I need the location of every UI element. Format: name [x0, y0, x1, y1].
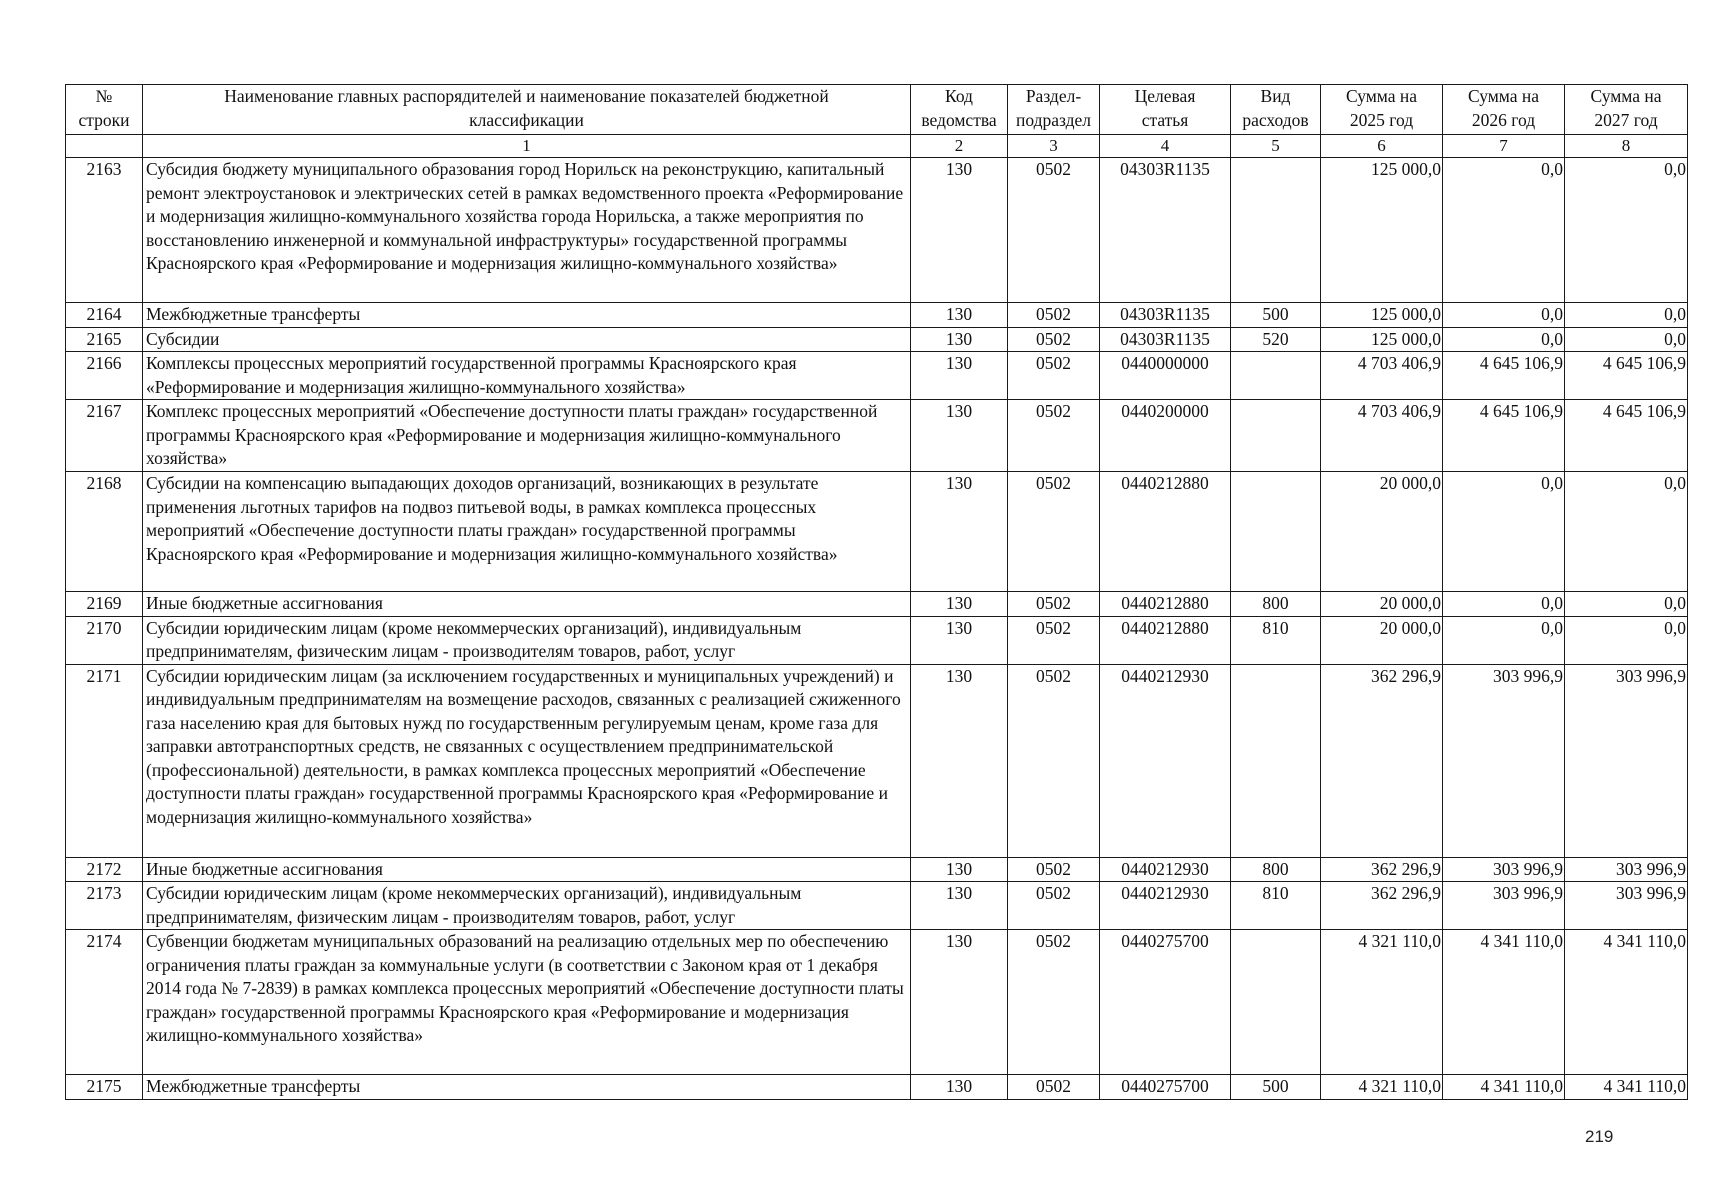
- column-number: 3: [1008, 135, 1100, 158]
- section-code: 0502: [1008, 352, 1100, 400]
- sum-2027: 303 996,9: [1565, 882, 1688, 930]
- expense-kind: [1231, 352, 1321, 400]
- budget-table: [65, 84, 1688, 1100]
- row-name: Субсидии юридическим лицам (кроме некоммерческих организаций), индивидуальным предпринимателям, физическим лицам - производителям товаров, работ, услуг: [143, 882, 911, 930]
- row-number: 2164: [66, 303, 143, 328]
- sum-2026: 0,0: [1443, 327, 1565, 352]
- sum-2026: 0,0: [1443, 592, 1565, 617]
- sum-2025: 4 703 406,9: [1321, 400, 1443, 472]
- target-article: 0440212930: [1100, 857, 1231, 882]
- target-article: 0440275700: [1100, 1075, 1231, 1100]
- expense-kind: 500: [1231, 1075, 1321, 1100]
- section-code: 0502: [1008, 472, 1100, 592]
- row-number: 2165: [66, 327, 143, 352]
- row-number: 2167: [66, 400, 143, 472]
- target-article: 0440000000: [1100, 352, 1231, 400]
- row-number: 2169: [66, 592, 143, 617]
- target-article: 0440200000: [1100, 400, 1231, 472]
- target-article: 0440212930: [1100, 664, 1231, 857]
- row-number: 2166: [66, 352, 143, 400]
- sum-2026: 303 996,9: [1443, 882, 1565, 930]
- row-name: Субсидии юридическим лицам (за исключением государственных и муниципальных учреждений) и индивидуальным предпринимателям на возмещение расходов, связанных с реализацией сжиженного газа населению края для бытовых нужд по государственным регулируемым ценам, кроме газа для заправки автотранспортных средств, не связанных с осуществлением предпринимательской (профессиональной) деятельности, в рамках комплекса процессных мероприятий «Обеспечение доступности платы граждан» государственной программы Красноярского края «Реформирование и модернизация жилищно-коммунального хозяйства»: [143, 664, 911, 857]
- sum-2025: 125 000,0: [1321, 327, 1443, 352]
- department-code: 130: [911, 303, 1008, 328]
- sum-2027: 303 996,9: [1565, 857, 1688, 882]
- sum-2026: 0,0: [1443, 616, 1565, 664]
- sum-2025: 362 296,9: [1321, 664, 1443, 857]
- row-name: Иные бюджетные ассигнования: [143, 592, 911, 617]
- row-number: 2175: [66, 1075, 143, 1100]
- row-name: Субсидия бюджету муниципального образования город Норильск на реконструкцию, капитальный ремонт электроустановок и электрических сетей в рамках ведомственного проекта «Реформирование и модернизация жилищно-коммунального хозяйства города Норильска, а также мероприятия по восстановлению инженерной и коммунальной инфраструктуры» государственной программы Красноярского края «Реформирование и модернизация жилищно-коммунального хозяйства»: [143, 158, 911, 303]
- department-code: 130: [911, 400, 1008, 472]
- row-name: Иные бюджетные ассигнования: [143, 857, 911, 882]
- table-row: [66, 592, 1688, 617]
- row-number: 2172: [66, 857, 143, 882]
- row-number: 2163: [66, 158, 143, 303]
- sum-2027: 0,0: [1565, 303, 1688, 328]
- column-number: 1: [143, 135, 911, 158]
- section-code: 0502: [1008, 327, 1100, 352]
- expense-kind: 800: [1231, 857, 1321, 882]
- sum-2026: 4 645 106,9: [1443, 352, 1565, 400]
- column-number: 7: [1443, 135, 1565, 158]
- table-row: [66, 352, 1688, 400]
- target-article: 0440212880: [1100, 592, 1231, 617]
- column-number: 2: [911, 135, 1008, 158]
- page-number: 219: [1585, 1127, 1614, 1146]
- expense-kind: 500: [1231, 303, 1321, 328]
- section-code: 0502: [1008, 930, 1100, 1075]
- table-row: [66, 400, 1688, 472]
- sum-2025: 125 000,0: [1321, 303, 1443, 328]
- target-article: 0440212880: [1100, 616, 1231, 664]
- target-article: 0440275700: [1100, 930, 1231, 1075]
- expense-kind: [1231, 400, 1321, 472]
- row-name: Комплексы процессных мероприятий государственной программы Красноярского края «Реформирование и модернизация жилищно-коммунального хозяйства»: [143, 352, 911, 400]
- section-code: 0502: [1008, 400, 1100, 472]
- expense-kind: [1231, 158, 1321, 303]
- target-article: 0440212930: [1100, 882, 1231, 930]
- section-code: 0502: [1008, 857, 1100, 882]
- table-row: [66, 472, 1688, 592]
- sum-2026: 0,0: [1443, 303, 1565, 328]
- department-code: 130: [911, 616, 1008, 664]
- sum-2025: 20 000,0: [1321, 472, 1443, 592]
- row-number: 2171: [66, 664, 143, 857]
- sum-2027: 0,0: [1565, 158, 1688, 303]
- column-number: 6: [1321, 135, 1443, 158]
- sum-2027: 0,0: [1565, 592, 1688, 617]
- sum-2027: 0,0: [1565, 327, 1688, 352]
- row-number: 2168: [66, 472, 143, 592]
- sum-2025: 4 321 110,0: [1321, 1075, 1443, 1100]
- sum-2026: 4 341 110,0: [1443, 930, 1565, 1075]
- sum-2025: 20 000,0: [1321, 592, 1443, 617]
- department-code: 130: [911, 327, 1008, 352]
- department-code: 130: [911, 158, 1008, 303]
- sum-2027: 4 645 106,9: [1565, 352, 1688, 400]
- header-section: Раздел- подраздел: [1008, 85, 1100, 135]
- sum-2025: 20 000,0: [1321, 616, 1443, 664]
- table-row: [66, 616, 1688, 664]
- department-code: 130: [911, 930, 1008, 1075]
- sum-2026: 4 341 110,0: [1443, 1075, 1565, 1100]
- row-number: 2174: [66, 930, 143, 1075]
- sum-2027: 4 645 106,9: [1565, 400, 1688, 472]
- header-name: Наименование главных распорядителей и наименование показателей бюджетной классификации: [143, 85, 911, 135]
- department-code: 130: [911, 352, 1008, 400]
- column-number: [66, 135, 143, 158]
- sum-2026: 303 996,9: [1443, 664, 1565, 857]
- row-name: Субсидии: [143, 327, 911, 352]
- sum-2027: 0,0: [1565, 472, 1688, 592]
- sum-2026: 4 645 106,9: [1443, 400, 1565, 472]
- row-name: Субсидии юридическим лицам (кроме некоммерческих организаций), индивидуальным предпринимателям, физическим лицам - производителям товаров, работ, услуг: [143, 616, 911, 664]
- column-number: 4: [1100, 135, 1231, 158]
- target-article: 04303R1135: [1100, 158, 1231, 303]
- table-row: [66, 882, 1688, 930]
- section-code: 0502: [1008, 1075, 1100, 1100]
- expense-kind: 810: [1231, 882, 1321, 930]
- sum-2026: 0,0: [1443, 472, 1565, 592]
- sum-2025: 362 296,9: [1321, 882, 1443, 930]
- sum-2025: 4 703 406,9: [1321, 352, 1443, 400]
- sum-2027: 0,0: [1565, 616, 1688, 664]
- row-name: Субвенции бюджетам муниципальных образований на реализацию отдельных мер по обеспечению ограничения платы граждан за коммунальные услуги (в соответствии с Законом края от 1 декабря 2014 года № 7-2839) в рамках комплекса процессных мероприятий «Обеспечение доступности платы граждан» государственной программы Красноярского края «Реформирование и модернизация жилищно-коммунального хозяйства»: [143, 930, 911, 1075]
- sum-2027: 4 341 110,0: [1565, 1075, 1688, 1100]
- expense-kind: [1231, 472, 1321, 592]
- header-sum-2026: Сумма на 2026 год: [1443, 85, 1565, 135]
- table-row: [66, 1075, 1688, 1100]
- sum-2026: 0,0: [1443, 158, 1565, 303]
- row-name: Субсидии на компенсацию выпадающих доходов организаций, возникающих в результате применения льготных тарифов на подвоз питьевой воды, в рамках комплекса процессных мероприятий «Обеспечение доступности платы граждан» государственной программы Красноярского края «Реформирование и модернизация жилищно-коммунального хозяйства»: [143, 472, 911, 592]
- expense-kind: 800: [1231, 592, 1321, 617]
- target-article: 04303R1135: [1100, 303, 1231, 328]
- table-row: [66, 664, 1688, 857]
- sum-2027: 4 341 110,0: [1565, 930, 1688, 1075]
- row-name: Комплекс процессных мероприятий «Обеспечение доступности платы граждан» государственной программы Красноярского края «Реформирование и модернизация жилищно-коммунального хозяйства»: [143, 400, 911, 472]
- target-article: 04303R1135: [1100, 327, 1231, 352]
- table-row: [66, 303, 1688, 328]
- header-target-article: Целевая статья: [1100, 85, 1231, 135]
- department-code: 130: [911, 857, 1008, 882]
- expense-kind: [1231, 930, 1321, 1075]
- sum-2025: 125 000,0: [1321, 158, 1443, 303]
- sum-2027: 303 996,9: [1565, 664, 1688, 857]
- department-code: 130: [911, 664, 1008, 857]
- column-number: 8: [1565, 135, 1688, 158]
- section-code: 0502: [1008, 158, 1100, 303]
- expense-kind: 810: [1231, 616, 1321, 664]
- header-expense-kind: Вид расходов: [1231, 85, 1321, 135]
- section-code: 0502: [1008, 882, 1100, 930]
- sum-2025: 362 296,9: [1321, 857, 1443, 882]
- section-code: 0502: [1008, 664, 1100, 857]
- row-name: Межбюджетные трансферты: [143, 303, 911, 328]
- header-row: [66, 85, 1688, 135]
- expense-kind: 520: [1231, 327, 1321, 352]
- column-number: 5: [1231, 135, 1321, 158]
- section-code: 0502: [1008, 616, 1100, 664]
- department-code: 130: [911, 472, 1008, 592]
- target-article: 0440212880: [1100, 472, 1231, 592]
- section-code: 0502: [1008, 592, 1100, 617]
- header-sum-2025: Сумма на 2025 год: [1321, 85, 1443, 135]
- expense-kind: [1231, 664, 1321, 857]
- department-code: 130: [911, 882, 1008, 930]
- department-code: 130: [911, 1075, 1008, 1100]
- section-code: 0502: [1008, 303, 1100, 328]
- table-row: [66, 327, 1688, 352]
- table-row: [66, 857, 1688, 882]
- column-number-row: [66, 135, 1688, 158]
- table-row: [66, 158, 1688, 303]
- header-department-code: Код ведомства: [911, 85, 1008, 135]
- header-row-number: № строки: [66, 85, 143, 135]
- row-number: 2173: [66, 882, 143, 930]
- row-name: Межбюджетные трансферты: [143, 1075, 911, 1100]
- department-code: 130: [911, 592, 1008, 617]
- table-row: [66, 930, 1688, 1075]
- sum-2026: 303 996,9: [1443, 857, 1565, 882]
- row-number: 2170: [66, 616, 143, 664]
- header-sum-2027: Сумма на 2027 год: [1565, 85, 1688, 135]
- sum-2025: 4 321 110,0: [1321, 930, 1443, 1075]
